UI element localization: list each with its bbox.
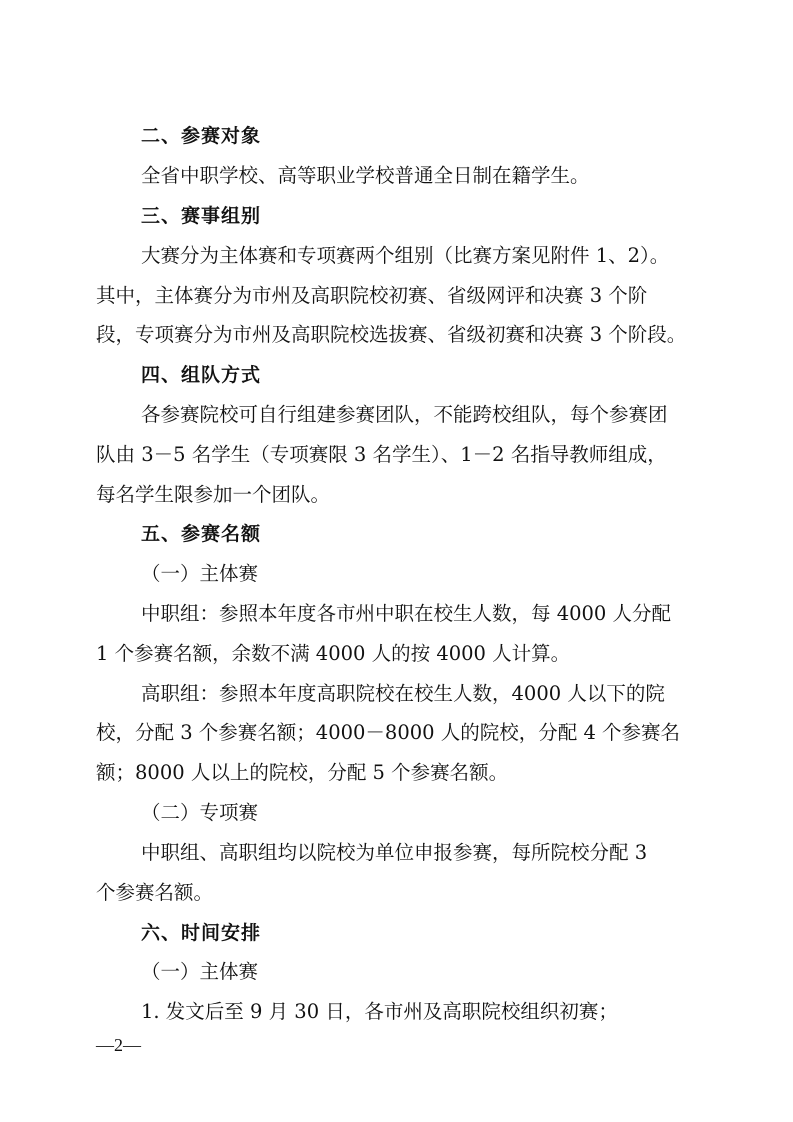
paragraph-line: 段，专项赛分为市州及高职院校选拔赛、省级初赛和决赛 3 个阶段。 <box>96 323 687 346</box>
paragraph-line: 个参赛名额。 <box>96 881 214 904</box>
paragraph-line: 中职组：参照本年度各市州中职在校生人数，每 4000 人分配 <box>141 602 672 625</box>
paragraph-line: 队由 3－5 名学生（专项赛限 3 名学生）、1－2 名指导教师组成， <box>96 443 667 466</box>
subheading-main-contest: （一）主体赛 <box>141 562 259 585</box>
paragraph-line: 中职组、高职组均以院校为单位申报参赛，每所院校分配 3 <box>141 841 648 864</box>
subheading-special-contest: （二）专项赛 <box>141 801 259 824</box>
section-heading-schedule: 六、时间安排 <box>141 922 262 944</box>
subheading-main-contest: （一）主体赛 <box>141 960 259 983</box>
section-heading-participants: 二、参赛对象 <box>141 125 262 147</box>
paragraph-line: 其中，主体赛分为市州及高职院校初赛、省级网评和决赛 3 个阶 <box>96 284 648 307</box>
paragraph-line: 各参赛院校可自行组建参赛团队，不能跨校组队，每个参赛团 <box>141 403 668 426</box>
paragraph-line: 校，分配 3 个参赛名额；4000－8000 人的院校，分配 4 个参赛名 <box>96 721 681 744</box>
list-item: 1. 发文后至 9 月 30 日，各市州及高职院校组织初赛； <box>141 1000 618 1023</box>
paragraph-line: 全省中职学校、高等职业学校普通全日制在籍学生。 <box>141 164 590 187</box>
paragraph-line: 大赛分为主体赛和专项赛两个组别（比赛方案见附件 1、2）。 <box>141 244 670 267</box>
paragraph-line: 1 个参赛名额，余数不满 4000 人的按 4000 人计算。 <box>96 642 571 665</box>
page-number: —2— <box>96 1035 141 1055</box>
paragraph-line: 高职组：参照本年度高职院校在校生人数，4000 人以下的院 <box>141 682 665 705</box>
section-heading-groups: 三、赛事组别 <box>141 205 262 227</box>
paragraph-line: 额；8000 人以上的院校，分配 5 个参赛名额。 <box>96 761 509 784</box>
paragraph-line: 每名学生限参加一个团队。 <box>96 483 331 506</box>
section-heading-quota: 五、参赛名额 <box>141 523 262 545</box>
section-heading-team: 四、组队方式 <box>141 364 262 386</box>
